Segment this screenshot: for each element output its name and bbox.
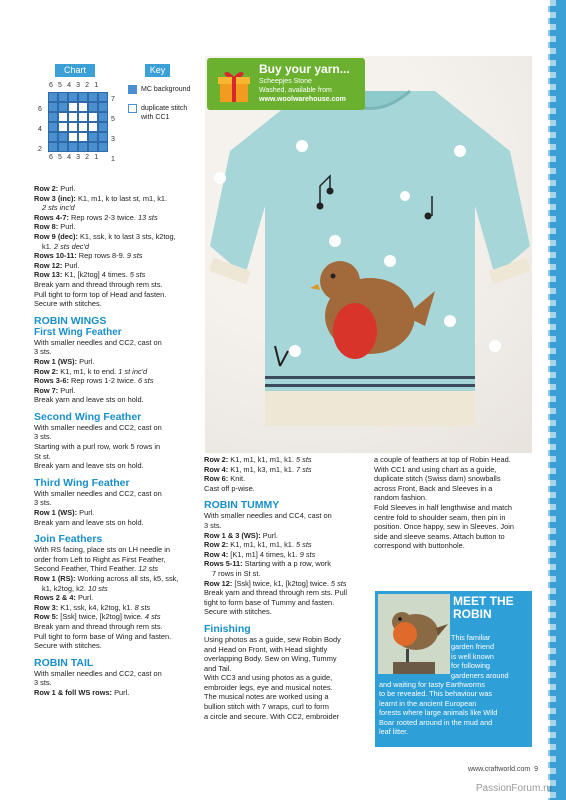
pattern-line: Row 9 (dec): K1, ssk, k to last 3 sts, k2tog, (34, 231, 176, 241)
pattern-line: Break yarn and thread through rem sts. Pull (204, 588, 347, 598)
pattern-line: k1. 2 sts dec'd (42, 241, 90, 251)
pattern-line: Break yarn and thread through rem sts. (34, 621, 163, 631)
meet-the-robin-line: forests where large animals like Wild (379, 708, 498, 718)
pattern-line: 2 sts inc'd (42, 203, 75, 213)
pattern-line: Row 2: Purl. (34, 184, 76, 193)
pattern-line: centre fold to shoulder seam, then pin in (374, 512, 506, 522)
pattern-line: The musical notes are worked using a (204, 692, 329, 702)
snowball-chart-grid (48, 92, 108, 152)
pattern-line: overlapping Body. Sew on Wing, Tummy (204, 654, 337, 664)
pattern-line: Row 4: [K1, m1] 4 times, k1. 9 sts (204, 549, 316, 559)
column-2 (204, 455, 372, 721)
chart-right-number: 7 (111, 96, 115, 103)
key-cc1-label-1: duplicate stitch (141, 105, 188, 112)
pattern-line: Row 13: K1, [k2tog] 4 times. 5 sts (34, 270, 146, 280)
pattern-line: 3 sts. (34, 347, 52, 357)
cc1-swatch (128, 104, 137, 113)
pattern-line: Row 1 & foll WS rows: Purl. (34, 687, 130, 697)
mc-swatch (128, 85, 137, 94)
pattern-line: Row 8: Purl. (34, 222, 76, 232)
meet-the-robin-line: and waiting for tasty Earthworms (379, 680, 485, 690)
watermark: PassionForum.ru (475, 783, 552, 794)
buy-yarn-availability: Washed, available from (259, 87, 332, 94)
pattern-line: Break yarn and leave sts on hold. (34, 461, 144, 471)
chart-bottom-numbers: 6 5 4 3 2 1 (49, 154, 100, 161)
pattern-line: Rows 3-6: Rep rows 1-2 twice. 6 sts (34, 376, 154, 386)
chart-title: Chart (55, 64, 95, 77)
section-heading: Second Wing Feather (34, 410, 142, 423)
meet-the-robin-line: to be revealed. This behaviour was (379, 689, 493, 699)
section-heading: ROBIN WINGS (34, 314, 107, 327)
buy-yarn-title: Buy your yarn... (259, 62, 350, 76)
meet-the-robin-line: for following (451, 661, 490, 671)
section-heading: Join Feathers (34, 533, 103, 546)
pattern-line: 3 sts. (204, 520, 222, 530)
pattern-line: Second Feather, Third Feather. 12 sts (34, 564, 158, 574)
pattern-line: k1, k2tog, k2. 10 sts (42, 583, 108, 593)
pattern-line: St st. (34, 451, 51, 461)
pattern-line: Break yarn and leave sts on hold. (34, 395, 144, 405)
chart-right-number: 5 (111, 116, 115, 123)
pattern-line: position. Once happy, sew in Sleeves. Join (374, 522, 514, 532)
gift-icon (215, 66, 253, 104)
pattern-line: and Head on Front, with Head slightly (204, 644, 328, 654)
section-heading: ROBIN TAIL (34, 656, 94, 669)
pattern-line: 7 rows in St st. (212, 568, 261, 578)
sweater-photo (205, 56, 532, 453)
pattern-line: With CC1 and using chart as a guide, (374, 464, 497, 474)
pattern-line: Row 1 (RS): Working across all sts, k5, ssk, (34, 574, 179, 583)
pattern-line: random fashion. (374, 493, 427, 503)
pattern-line: Row 1 (WS): Purl. (34, 508, 95, 518)
pattern-line: Pull tight to form top of Head and fasten. (34, 289, 167, 299)
pattern-line: Row 12: [Ssk] twice, k1, [k2tog] twice. 5 sts (204, 578, 347, 588)
key-cc1-label-2: with CC1 (141, 114, 170, 121)
pattern-line: With CC3 and using photos as a guide, (204, 673, 333, 683)
chart-right-number: 3 (111, 136, 115, 143)
chart-left-number: 4 (38, 126, 42, 133)
pattern-line: Row 3 (inc): K1, m1, k to last st, m1, k1. (34, 193, 168, 203)
pattern-line: With smaller needles and CC2, cast on (34, 488, 162, 498)
pattern-line: Secure with stitches. (204, 607, 272, 617)
pattern-line: across Front, Back and Sleeves in a (374, 483, 493, 493)
pattern-line: With smaller needles and CC4, cast on (204, 511, 332, 521)
page-number: 9 (534, 766, 538, 773)
meet-the-robin-line: leaf litter. (379, 727, 409, 737)
pattern-line: Break yarn and thread through rem sts. (34, 279, 163, 289)
pattern-line: tight to form base of Tummy and fasten. (204, 597, 335, 607)
meet-the-robin-line: Boar rooted around in the mud and (379, 717, 493, 727)
page-footer (468, 766, 538, 773)
section-heading: Finishing (204, 622, 251, 635)
column-1 (34, 184, 202, 698)
pattern-line: and Tail. (204, 663, 232, 673)
pattern-line: Fold Sleeves in half lengthwise and match (374, 502, 513, 512)
buy-yarn-product: Scheepjes Stone (259, 78, 312, 85)
pattern-line: Row 4: K1, m1, k3, m1, k1. 7 sts (204, 464, 312, 474)
footer-site: www.craftworld.com (467, 766, 531, 773)
pattern-line: Row 12: Purl. (34, 260, 80, 270)
pattern-line: duplicate stitch (Swiss darn) snowballs (374, 474, 501, 484)
chart-left-number: 6 (38, 106, 42, 113)
key-title: Key (145, 64, 170, 77)
pattern-line: Row 1 & 3 (WS): Purl. (204, 530, 278, 540)
pattern-line: Break yarn and leave sts on hold. (34, 517, 144, 527)
pattern-line: Rows 10-11: Rep rows 8-9. 9 sts (34, 251, 143, 261)
meet-the-robin-title: MEET THE ROBIN (453, 594, 514, 621)
pattern-line: Row 3: K1, ssk, k4, k2tog, k1. 8 sts (34, 602, 151, 612)
meet-the-robin-text (379, 633, 529, 736)
chart-left-number: 2 (38, 146, 42, 153)
pattern-line: Using photos as a guide, sew Robin Body (204, 634, 341, 644)
pattern-line: 3 sts. (34, 498, 52, 508)
meet-the-robin-line: gardeners around (451, 670, 509, 680)
pattern-line: With RS facing, place sts on LH needle in (34, 545, 170, 555)
chart-top-numbers: 6 5 4 3 2 1 (49, 82, 100, 89)
pattern-line: 3 sts. (34, 432, 52, 442)
pattern-line: Rows 4-7: Rep rows 2-3 twice. 13 sts (34, 212, 158, 222)
pattern-line: Secure with stitches. (34, 299, 102, 309)
pattern-line: Row 1 (WS): Purl. (34, 356, 95, 366)
section-subheading: First Wing Feather (34, 326, 122, 338)
pattern-line: order from Left to Right as First Feather, (34, 554, 166, 564)
pattern-line: a circle and secure. With CC2, embroider (204, 711, 340, 721)
page-edge-wave (548, 0, 556, 800)
pattern-line: Cast off p-wise. (204, 483, 255, 493)
pattern-line: Row 5: [Ssk] twice, [k2tog] twice. 4 sts (34, 612, 161, 622)
meet-the-robin-line: This familiar (451, 633, 491, 642)
pattern-line: Rows 5-11: Starting with a p row, work (204, 559, 331, 569)
pattern-line: bullion stitch with 7 wraps, curl to form (204, 702, 329, 712)
pattern-line: correspond with buttonhole. (374, 541, 465, 551)
pattern-line: Secure with stitches. (34, 641, 102, 651)
pattern-line: With smaller needles and CC2, cast on (34, 668, 162, 678)
pattern-line: Row 2: K1, m1, k1, m1, k1. 5 sts (204, 455, 312, 464)
pattern-line: Row 6: Knit. (204, 474, 246, 484)
buy-yarn-banner (207, 58, 365, 110)
column-3 (374, 455, 534, 551)
pattern-line: side and sleeve seams. Attach button to (374, 531, 505, 541)
robin-sweater-illustration (210, 76, 530, 446)
pattern-line: 3 sts. (34, 678, 52, 688)
pattern-line: Row 2: K1, m1, k to end. 1 st inc'd (34, 366, 148, 376)
pattern-line: Rows 2 & 4: Purl. (34, 593, 94, 603)
pattern-line: Pull tight to form base of Wing and fasten. (34, 631, 172, 641)
pattern-line: Row 2: K1, m1, k1, m1, k1. 5 sts (204, 540, 312, 550)
buy-yarn-url[interactable]: www.woolwarehouse.com (259, 96, 346, 103)
key-mc-label: MC background (141, 86, 191, 93)
pattern-line: With smaller needles and CC2, cast on (34, 337, 162, 347)
section-heading: Third Wing Feather (34, 476, 130, 489)
meet-the-robin-line: garden friend (451, 642, 495, 652)
section-heading: ROBIN TUMMY (204, 499, 280, 512)
meet-the-robin-line: learnt in the ancient European (379, 698, 477, 708)
pattern-line: Row 7: Purl. (34, 385, 76, 395)
pattern-line: With smaller needles and CC2, cast on (34, 422, 162, 432)
chart-right-number: 1 (111, 156, 115, 163)
meet-the-robin-box (375, 591, 532, 747)
pattern-line: Starting with a purl row, work 5 rows in (34, 442, 161, 452)
meet-the-robin-line: is well known (451, 651, 494, 661)
pattern-line: a couple of feathers at top of Robin Head. (374, 455, 511, 464)
pattern-line: embroider legs, eye and musical notes. (204, 682, 333, 692)
